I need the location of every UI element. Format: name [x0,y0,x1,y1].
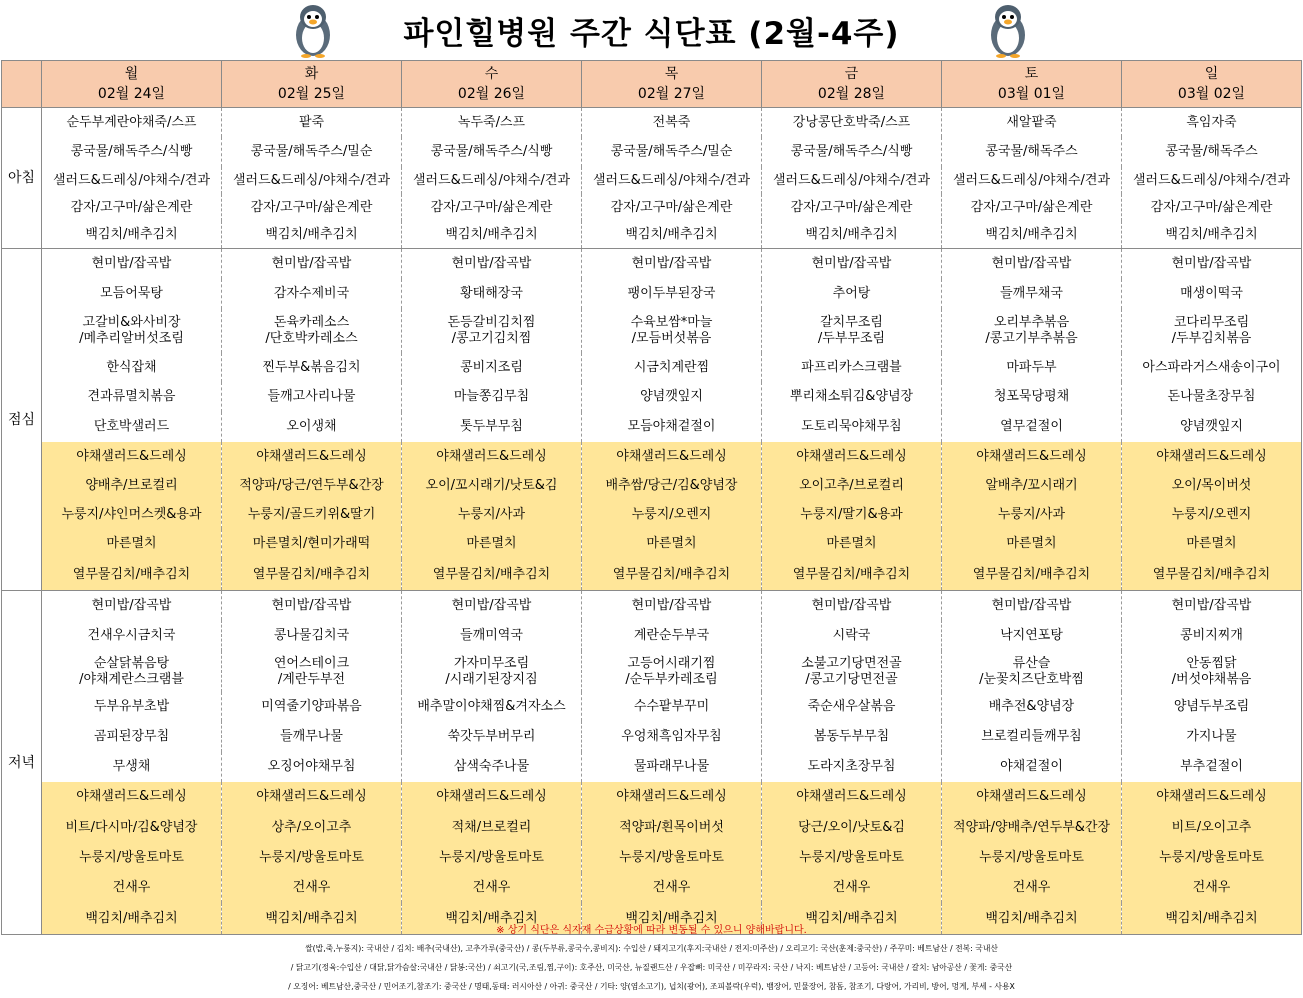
menu-body [2,108,1302,935]
menu-item-line: /계란두부전 [277,671,346,687]
menu-row [2,559,1302,591]
day-date: 02월 24일 [97,86,166,102]
menu-cell: 누룽지/오렌지 [582,500,762,529]
menu-cell: 야채샐러드&드레싱 [1122,442,1302,471]
menu-cell [762,651,942,692]
menu-row [2,221,1302,249]
menu-row [2,591,1302,621]
menu-cell: 야채겉절이 [942,752,1122,782]
day-date: 03월 02일 [1177,86,1246,102]
menu-cell: 톳두부무침 [402,412,582,442]
menu-cell: 배추전&양념장 [942,692,1122,721]
menu-cell: 적양파/흰목이버섯 [582,812,762,843]
menu-item-line: /시래기된장지짐 [445,671,538,687]
menu-cell: 감자수제비국 [222,279,402,309]
corner-cell [2,61,42,108]
menu-cell: 콩비지찌개 [1122,620,1302,651]
menu-row [2,782,1302,812]
menu-cell: 아스파라거스새송이구이 [1122,353,1302,382]
menu-item-line: 갈치무조림 [820,315,883,330]
menu-cell: 샐러드&드레싱/야채수/견과 [582,167,762,194]
day-date: 02월 27일 [637,86,706,102]
menu-cell: 오징어야채무침 [222,752,402,782]
menu-cell [582,651,762,692]
menu-cell: 콩국물/해독주스 [1122,137,1302,167]
menu-cell: 매생이떡국 [1122,279,1302,309]
menu-cell: 현미밥/잡곡밥 [582,249,762,280]
menu-cell: 팥죽 [222,108,402,138]
day-date: 02월 26일 [457,86,526,102]
menu-cell: 야채샐러드&드레싱 [942,782,1122,812]
menu-cell: 마늘쫑김무침 [402,382,582,412]
menu-cell: 누룽지/방울토마토 [402,843,582,873]
menu-row [2,249,1302,280]
menu-cell: 계란순두부국 [582,620,762,651]
day-date: 02월 28일 [817,86,886,102]
menu-cell [942,309,1122,353]
menu-cell: 파프리카스크램블 [762,353,942,382]
menu-row [2,812,1302,843]
menu-cell: 샐러드&드레싱/야채수/견과 [42,167,222,194]
menu-cell [42,309,222,353]
menu-cell: 야채샐러드&드레싱 [42,782,222,812]
menu-cell: 흑임자죽 [1122,108,1302,138]
menu-cell: 누룽지/방울토마토 [762,843,942,873]
menu-cell: 현미밥/잡곡밥 [402,249,582,280]
menu-cell: 누룽지/골드키위&딸기 [222,500,402,529]
menu-cell: 누룽지/샤인머스켓&용과 [42,500,222,529]
menu-item-line: /두부김치볶음 [1171,331,1252,346]
menu-cell: 야채샐러드&드레싱 [222,442,402,471]
menu-row [2,137,1302,167]
menu-cell: 야채샐러드&드레싱 [942,442,1122,471]
menu-cell: 현미밥/잡곡밥 [762,591,942,621]
day-of-week: 월 [124,66,139,82]
menu-cell: 감자/고구마/삶은계란 [402,194,582,221]
menu-cell: 콩국물/해독주스/밀순 [222,137,402,167]
menu-item-line: /메추리알버섯조림 [79,331,184,346]
menu-cell: 적양파/당근/연두부&간장 [222,471,402,500]
menu-item-line: 고등어시래기찜 [627,655,716,671]
menu-cell: 샐러드&드레싱/야채수/견과 [402,167,582,194]
menu-cell: 견과류멸치볶음 [42,382,222,412]
day-of-week: 금 [844,66,859,82]
menu-cell: 미역줄기양파볶음 [222,692,402,721]
menu-row [2,442,1302,471]
menu-cell: 찐두부&볶음김치 [222,353,402,382]
menu-cell: 쑥갓두부버무리 [402,721,582,752]
menu-cell: 양념깻잎지 [1122,412,1302,442]
menu-cell: 열무물김치/배추김치 [762,559,942,591]
menu-cell: 야채샐러드&드레싱 [402,442,582,471]
menu-row [2,873,1302,903]
menu-cell: 누룽지/오렌지 [1122,500,1302,529]
menu-cell: 시락국 [762,620,942,651]
menu-row [2,721,1302,752]
menu-cell: 현미밥/잡곡밥 [42,249,222,280]
menu-cell [222,309,402,353]
day-header [402,61,582,108]
menu-cell: 브로컬리들깨무침 [942,721,1122,752]
menu-cell: 건새우 [762,873,942,903]
menu-cell: 들깨미역국 [402,620,582,651]
menu-cell: 알배추/꼬시래기 [942,471,1122,500]
menu-row [2,412,1302,442]
menu-cell [402,651,582,692]
menu-item-line: /단호박카레소스 [265,331,358,346]
day-header [42,61,222,108]
menu-cell: 백김치/배추김치 [942,903,1122,935]
menu-row [2,692,1302,721]
menu-cell: 열무물김치/배추김치 [1122,559,1302,591]
day-of-week: 일 [1204,66,1219,82]
menu-item-line: /순두부카레조림 [625,671,718,687]
menu-cell: 청포묵당평채 [942,382,1122,412]
menu-item-line: 돈육카레소스 [273,315,350,330]
menu-row [2,108,1302,138]
menu-cell: 새알팥죽 [942,108,1122,138]
menu-cell: 백김치/배추김치 [1122,221,1302,249]
menu-cell: 열무물김치/배추김치 [582,559,762,591]
menu-cell: 전복죽 [582,108,762,138]
menu-row [2,309,1302,353]
menu-cell [402,309,582,353]
menu-cell: 상추/오이고추 [222,812,402,843]
menu-cell: 현미밥/잡곡밥 [42,591,222,621]
menu-cell: 당근/오이/낫토&김 [762,812,942,843]
menu-cell: 뿌리채소튀김&양념장 [762,382,942,412]
menu-cell: 현미밥/잡곡밥 [1122,591,1302,621]
menu-cell: 수수팥부꾸미 [582,692,762,721]
menu-cell: 누룽지/방울토마토 [942,843,1122,873]
day-date: 03월 01일 [997,86,1066,102]
menu-cell: 마른멸치 [762,529,942,559]
menu-item-line: 고갈비&와사비장 [82,315,181,330]
menu-item-line: /모듬버섯볶음 [631,331,712,346]
menu-cell: 녹두죽/스프 [402,108,582,138]
menu-cell [42,651,222,692]
menu-cell: 배추말이야채찜&겨자소스 [402,692,582,721]
page-title: 파인힐병원 주간 식단표 (2월-4주) [403,15,900,52]
day-header [582,61,762,108]
menu-cell: 야채샐러드&드레싱 [582,782,762,812]
menu-cell: 누룽지/방울토마토 [42,843,222,873]
menu-cell: 양배추/브로컬리 [42,471,222,500]
menu-row [2,471,1302,500]
menu-row [2,194,1302,221]
menu-cell: 들깨무나물 [222,721,402,752]
menu-cell: 마파두부 [942,353,1122,382]
menu-row [2,167,1302,194]
menu-cell: 황태해장국 [402,279,582,309]
menu-cell: 적채/브로컬리 [402,812,582,843]
menu-cell: 백김치/배추김치 [402,221,582,249]
menu-item-line: /콩고기부추볶음 [985,331,1078,346]
menu-cell: 현미밥/잡곡밥 [222,591,402,621]
menu-cell: 백김치/배추김치 [222,221,402,249]
menu-cell: 죽순새우살볶음 [762,692,942,721]
menu-cell: 모듬야채겉절이 [582,412,762,442]
menu-cell: 한식잡채 [42,353,222,382]
menu-cell: 건새우 [42,873,222,903]
menu-cell: 백김치/배추김치 [582,903,762,935]
menu-cell: 순두부계란야채죽/스프 [42,108,222,138]
menu-cell: 콩국물/해독주스/식빵 [402,137,582,167]
day-date: 02월 25일 [277,86,346,102]
menu-cell: 야채샐러드&드레싱 [222,782,402,812]
menu-cell: 마른멸치/현미가래떡 [222,529,402,559]
menu-cell [1122,651,1302,692]
menu-item-line: 코다리무조림 [1173,315,1250,330]
menu-cell: 현미밥/잡곡밥 [762,249,942,280]
menu-cell: 추어탕 [762,279,942,309]
day-header [942,61,1122,108]
menu-item-line: /버섯야채볶음 [1171,671,1252,687]
menu-cell: 건새우 [942,873,1122,903]
menu-cell: 콩나물김치국 [222,620,402,651]
menu-item-line: /콩고기김치찜 [451,331,532,346]
menu-cell: 낙지연포탕 [942,620,1122,651]
menu-cell: 열무겉절이 [942,412,1122,442]
menu-cell: 감자/고구마/삶은계란 [1122,194,1302,221]
day-of-week: 목 [664,66,679,82]
menu-cell: 콩국물/해독주스/식빵 [42,137,222,167]
menu-cell: 샐러드&드레싱/야채수/견과 [1122,167,1302,194]
menu-cell: 모듬어묵탕 [42,279,222,309]
menu-cell: 현미밥/잡곡밥 [582,591,762,621]
menu-cell: 건새우시금치국 [42,620,222,651]
menu-cell: 현미밥/잡곡밥 [942,591,1122,621]
menu-cell: 백김치/배추김치 [582,221,762,249]
menu-row [2,353,1302,382]
menu-cell: 누룽지/방울토마토 [222,843,402,873]
menu-cell: 백김치/배추김치 [42,221,222,249]
menu-item-line: 수육보쌈*마늘 [630,315,713,330]
menu-cell: 마른멸치 [582,529,762,559]
day-of-week: 수 [484,66,499,82]
day-header-row [2,61,1302,108]
menu-cell [942,651,1122,692]
menu-cell: 현미밥/잡곡밥 [942,249,1122,280]
menu-row [2,382,1302,412]
menu-cell: 누룽지/방울토마토 [582,843,762,873]
menu-row [2,500,1302,529]
origin-info [0,939,1303,996]
menu-cell: 열무물김치/배추김치 [222,559,402,591]
menu-item-line: 순살닭볶음탕 [93,655,170,671]
menu-cell: 열무물김치/배추김치 [402,559,582,591]
penguin-mascot-icon [985,2,1031,58]
menu-cell: 현미밥/잡곡밥 [402,591,582,621]
menu-cell: 백김치/배추김치 [222,903,402,935]
menu-cell: 마른멸치 [42,529,222,559]
menu-cell: 누룽지/사과 [942,500,1122,529]
origin-line: 쌀(밥,죽,누룽지): 국내산 / 김치: 배추(국내산), 고추가루(중국산) / 콩(두부류,콩국수,콩비지): 수입산 / 돼지고기(후지:국내산 / 전지:미주산) / 오리고기: 국산(훈제:중국산) / 주꾸미: 베트남산 / 전복: 국내산 [305,944,998,953]
menu-item-line: 돈등갈비김치찜 [447,315,536,330]
menu-cell: 물파래무나물 [582,752,762,782]
menu-cell: 건새우 [1122,873,1302,903]
menu-cell: 샐러드&드레싱/야채수/견과 [942,167,1122,194]
menu-cell: 누룽지/사과 [402,500,582,529]
menu-cell: 열무물김치/배추김치 [942,559,1122,591]
menu-cell: 야채샐러드&드레싱 [762,782,942,812]
menu-cell: 감자/고구마/삶은계란 [582,194,762,221]
menu-cell [222,651,402,692]
day-header [1122,61,1302,108]
menu-cell: 부추겉절이 [1122,752,1302,782]
menu-cell: 백김치/배추김치 [762,903,942,935]
menu-cell: 비트/다시마/김&양념장 [42,812,222,843]
menu-item-line: 오리부추볶음 [993,315,1070,330]
menu-cell: 백김치/배추김치 [402,903,582,935]
menu-cell [582,309,762,353]
menu-cell: 야채샐러드&드레싱 [1122,782,1302,812]
menu-cell: 도토리묵야채무침 [762,412,942,442]
menu-cell: 봄동두부무침 [762,721,942,752]
menu-row [2,529,1302,559]
meal-label-lunch: 점심 [2,249,42,591]
title-bar [0,0,1303,60]
day-of-week: 토 [1024,66,1039,82]
menu-cell: 야채샐러드&드레싱 [762,442,942,471]
menu-cell: 마른멸치 [402,529,582,559]
menu-cell: 적양파/양배추/연두부&간장 [942,812,1122,843]
menu-cell: 강낭콩단호박죽/스프 [762,108,942,138]
meal-label-dinner: 저녁 [2,591,42,935]
menu-cell: 누룽지/방울토마토 [1122,843,1302,873]
menu-cell: 감자/고구마/삶은계란 [942,194,1122,221]
menu-cell: 백김치/배추김치 [942,221,1122,249]
menu-cell: 감자/고구마/삶은계란 [42,194,222,221]
menu-cell: 백김치/배추김치 [1122,903,1302,935]
menu-cell: 백김치/배추김치 [762,221,942,249]
menu-cell: 건새우 [402,873,582,903]
menu-cell: 비트/오이고추 [1122,812,1302,843]
menu-cell: 가지나물 [1122,721,1302,752]
menu-cell: 삼색숙주나물 [402,752,582,782]
menu-cell: 열무물김치/배추김치 [42,559,222,591]
menu-cell: 곰피된장무침 [42,721,222,752]
menu-cell: 야채샐러드&드레싱 [582,442,762,471]
menu-cell: 도라지초장무침 [762,752,942,782]
menu-cell: 현미밥/잡곡밥 [1122,249,1302,280]
menu-cell: 건새우 [222,873,402,903]
penguin-mascot-icon [290,2,336,58]
menu-cell: 샐러드&드레싱/야채수/견과 [762,167,942,194]
menu-cell [1122,309,1302,353]
day-header [222,61,402,108]
menu-cell: 콩국물/해독주스/밀순 [582,137,762,167]
menu-cell: 시금치계란찜 [582,353,762,382]
menu-cell: 무생채 [42,752,222,782]
menu-cell: 감자/고구마/삶은계란 [222,194,402,221]
menu-row [2,752,1302,782]
menu-cell: 콩국물/해독주스/식빵 [762,137,942,167]
menu-cell: 현미밥/잡곡밥 [222,249,402,280]
menu-cell: 오이/꼬시래기/낫토&김 [402,471,582,500]
menu-cell: 마른멸치 [1122,529,1302,559]
menu-cell: 우엉채흑임자무침 [582,721,762,752]
day-header [762,61,942,108]
menu-row [2,620,1302,651]
menu-cell: 누룽지/딸기&용과 [762,500,942,529]
menu-item-line: 가자미무조림 [453,655,530,671]
menu-item-line: 연어스테이크 [273,655,350,671]
menu-row [2,843,1302,873]
origin-line: / 오징어: 베트남산,중국산 / 민어조기,참조기: 중국산 / 명태,동태: 러시아산 / 아귀: 중국산 / 기타: 양(염소고기), 넙치(광어), 조피볼락(우럭), 뱀장어, 민물장어, 참돔, 참조기, 다랑어, 가리비, 방어, 멍게, 부세 - 사용X [288,982,1015,991]
menu-cell: 단호박샐러드 [42,412,222,442]
day-of-week: 화 [304,66,319,82]
menu-cell: 오이고추/브로컬리 [762,471,942,500]
menu-cell: 배추쌈/당근/김&양념장 [582,471,762,500]
menu-cell: 마른멸치 [942,529,1122,559]
menu-item-line: /눈꽃치즈단호박찜 [979,671,1084,687]
meal-label-breakfast: 아침 [2,108,42,249]
menu-item-line: 류산슬 [1012,655,1051,671]
menu-cell: 돈나물초장무침 [1122,382,1302,412]
menu-cell: 오이/목이버섯 [1122,471,1302,500]
menu-item-line: 소불고기당면전골 [801,655,902,671]
menu-item-line: /두부무조림 [817,331,886,346]
menu-cell: 두부유부초밥 [42,692,222,721]
menu-cell: 양념두부조림 [1122,692,1302,721]
origin-line: / 닭고기(정육:수입산 / 대닭,닭가슴살:국내산 / 닭봉:국산) / 쇠고기(국,조림,찜,구이): 호주산, 미국산, 뉴질랜드산 / 우잡뼈: 미국산 / 미꾸라지: 국산 / 낙지: 베트남산 / 고등어: 국내산 / 갈치: 남아공산 / 꽃게: 중국산 [290,963,1013,972]
menu-cell: 팽이두부된장국 [582,279,762,309]
menu-cell: 감자/고구마/삶은계란 [762,194,942,221]
menu-item-line: 안동찜닭 [1186,655,1237,671]
menu-cell: 오이생채 [222,412,402,442]
menu-cell: 콩국물/해독주스 [942,137,1122,167]
menu-cell: 백김치/배추김치 [42,903,222,935]
menu-cell: 들깨고사리나물 [222,382,402,412]
menu-cell [762,309,942,353]
menu-cell: 야채샐러드&드레싱 [402,782,582,812]
notice-text: ※ 상기 식단은 식자재 수급상황에 따라 변동될 수 있으니 양해바랍니다. [496,925,807,936]
weekly-menu-table [1,60,1302,935]
menu-cell: 양념깻잎지 [582,382,762,412]
menu-item-line: /야채계란스크램블 [79,671,184,687]
menu-row [2,651,1302,692]
menu-row [2,279,1302,309]
menu-cell: 샐러드&드레싱/야채수/견과 [222,167,402,194]
menu-cell: 콩비지조림 [402,353,582,382]
menu-cell: 야채샐러드&드레싱 [42,442,222,471]
menu-cell: 들깨무채국 [942,279,1122,309]
menu-cell: 건새우 [582,873,762,903]
menu-item-line: /콩고기당면전골 [805,671,898,687]
